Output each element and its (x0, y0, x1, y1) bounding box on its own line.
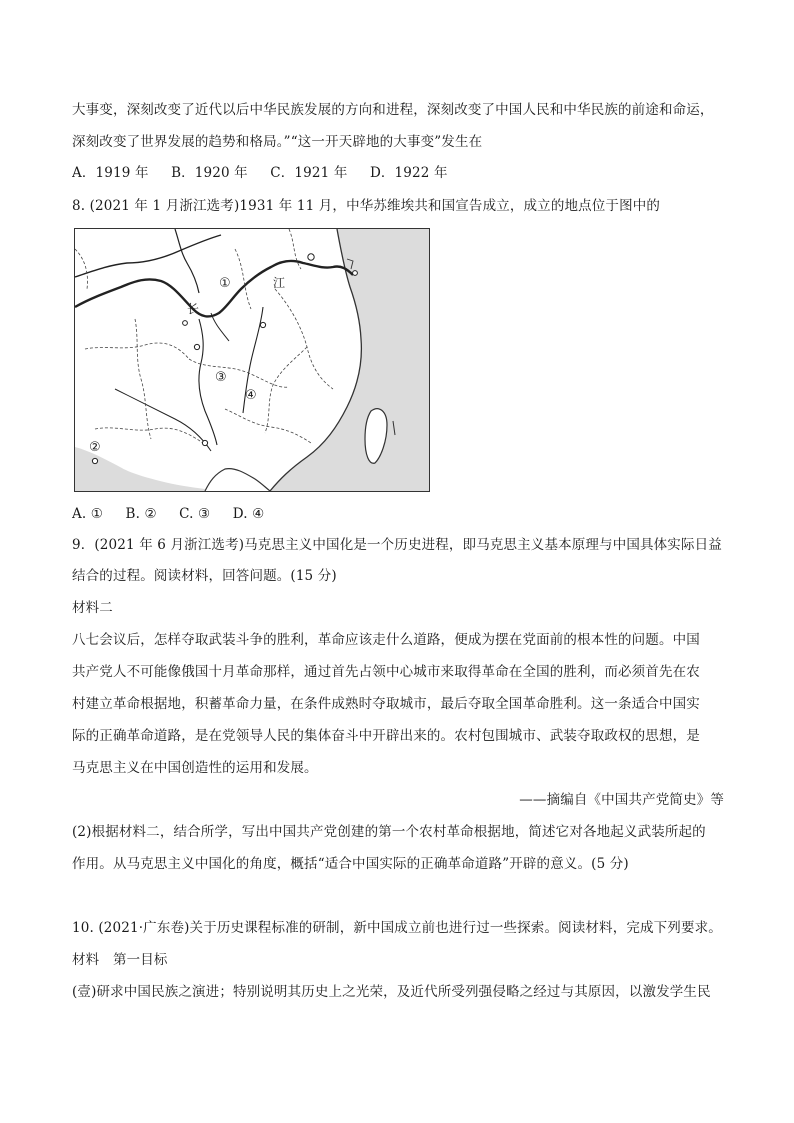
q9-material-line-2: 共产党人不可能像俄国十月革命那样，通过首先占领中心城市来取得革命在全国的胜利，而必须首先在农 (72, 664, 700, 680)
q8-option-c[interactable]: C. ③ (179, 506, 211, 522)
q8-options (72, 504, 724, 524)
q10-material-title: 材料 第一目标 (72, 952, 168, 968)
q9-material-line-5: 马克思主义在中国创造性的运用和发展。 (72, 760, 318, 776)
q9-material-line-4: 际的正确革命道路，是在党领导人民的集体奋斗中开辟出来的。农村包围城市、武装夺取政权的思想，是 (72, 728, 700, 744)
q7-stem-line-1: 大事变，深刻改变了近代以后中华民族发展的方向和进程，深刻改变了中国人民和中华民族的前途和命运， (72, 102, 714, 118)
q9-question-line-1: (2)根据材料二，结合所学，写出中国共产党创建的第一个农村革命根据地，简述它对各地起义武装所起的 (72, 824, 706, 840)
map-drawing (75, 229, 429, 491)
q7-option-c[interactable]: C．1921 年 (270, 165, 348, 181)
q7-option-d[interactable]: D．1922 年 (369, 165, 448, 181)
q7-option-b[interactable]: B．1920 年 (171, 165, 248, 181)
q9-stem-line-1: 9．(2021 年 6 月浙江选考)马克思主义中国化是一个历史进程，即马克思主义基本原理与中国具体实际日益 (72, 537, 722, 553)
map-label-jiang: 江 (273, 276, 286, 290)
q7-option-a[interactable]: A．1919 年 (72, 165, 149, 181)
q9-source: ——摘编自《中国共产党简史》等 (519, 792, 724, 808)
map-marker-2[interactable]: ② (89, 440, 101, 455)
map-marker-1[interactable]: ① (219, 276, 231, 291)
q7-stem-line-2: 深刻改变了世界发展的趋势和格局。”“这一开天辟地的大事变”发生在 (72, 134, 483, 150)
q8-stem: 8. (2021 年 1 月浙江选考)1931 年 11 月，中华苏维埃共和国宣告成立，成立的地点位于图中的 (72, 198, 661, 214)
q10-stem: 10. (2021·广东卷)关于历史课程标准的研制，新中国成立前也进行过一些探索。阅读材料，完成下列要求。 (72, 920, 722, 936)
q9-question-line-2: 作用。从马克思主义中国化的角度，概括“适合中国实际的正确革命道路”开辟的意义。(5 分) (72, 856, 629, 872)
map-label-chang: 长 (187, 302, 200, 316)
map-marker-3[interactable]: ③ (215, 370, 227, 385)
q9-material-line-3: 村建立革命根据地，积蓄革命力量，在条件成熟时夺取城市，最后夺取全国革命胜利。这一条适合中国实 (72, 696, 700, 712)
q9-stem-line-2: 结合的过程。阅读材料，回答问题。(15 分) (72, 568, 337, 584)
q9-material-title: 材料二 (72, 600, 113, 616)
q8-option-a[interactable]: A. ① (72, 506, 104, 522)
china-map-figure (74, 228, 430, 492)
q9-material-line-1: 八七会议后，怎样夺取武装斗争的胜利，革命应该走什么道路，便成为摆在党面前的根本性的问题。中国 (72, 632, 700, 648)
q8-option-b[interactable]: B. ② (125, 506, 157, 522)
map-marker-4[interactable]: ④ (245, 388, 257, 403)
q7-options (72, 163, 724, 183)
q10-material-line-1: (壹)研求中国民族之演进；特别说明其历史上之光荣，及近代所受列强侵略之经过与其原因，以激发学生民 (72, 984, 711, 1000)
q8-option-d[interactable]: D. ④ (232, 506, 265, 522)
